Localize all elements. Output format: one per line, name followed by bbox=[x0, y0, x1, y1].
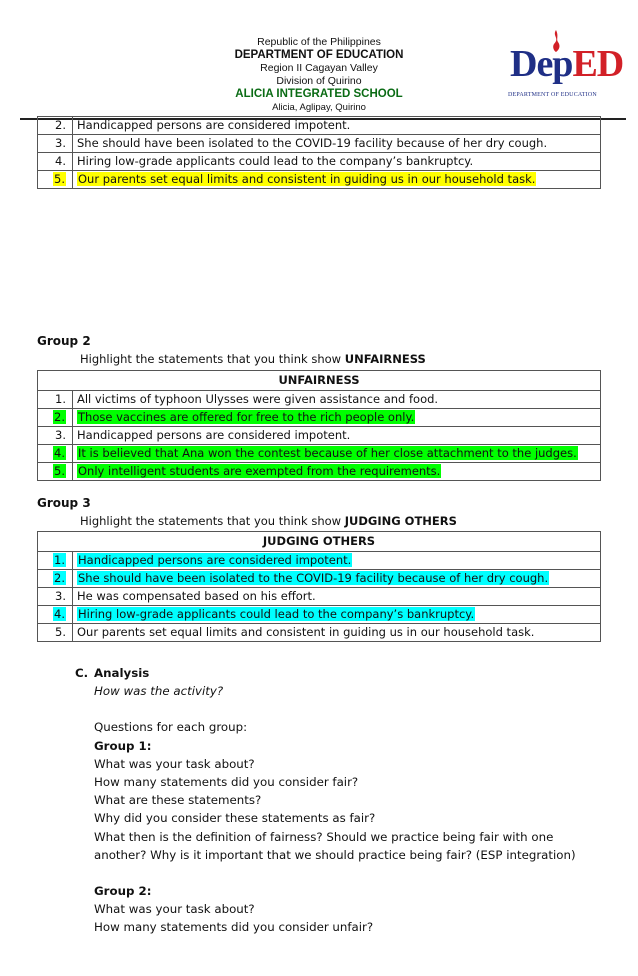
analysis-group2-question: What was your task about? bbox=[94, 902, 255, 917]
deped-logo-ed: ED bbox=[572, 43, 624, 85]
header-school: ALICIA INTEGRATED SCHOOL bbox=[235, 88, 403, 100]
group1-table-row-number-text: 4. bbox=[55, 154, 66, 168]
group2-table-row-statement-text: It is believed that Ana won the contest because of her close attachment to the judges. bbox=[78, 446, 577, 460]
group1-table-row-number-text: 2. bbox=[55, 118, 66, 132]
analysis-letter: C. bbox=[75, 666, 89, 680]
group2-table-row-number-text: 4. bbox=[54, 446, 65, 460]
header-region: Region II Cagayan Valley bbox=[260, 62, 378, 74]
group3-table-row-statement bbox=[73, 624, 601, 642]
group3-table-row-number bbox=[38, 570, 73, 588]
analysis-group2-question: How many statements did you consider unfair? bbox=[94, 920, 374, 935]
group3-table-row-number bbox=[38, 588, 73, 606]
group2-table-row-number-text: 2. bbox=[54, 410, 65, 424]
group1-table-row-statement-text: Handicapped persons are considered impotent. bbox=[77, 118, 351, 132]
group1-table-row-statement-text: She should have been isolated to the COVID-19 facility because of her dry cough. bbox=[77, 136, 548, 150]
group3-table-row-number bbox=[38, 606, 73, 624]
group3-table-row bbox=[38, 624, 601, 642]
group1-table-row bbox=[38, 135, 601, 153]
group2-instruction bbox=[80, 352, 426, 366]
group1-table-row-statement bbox=[73, 171, 601, 189]
group3-table-row bbox=[38, 588, 601, 606]
group2-table-row-statement bbox=[73, 463, 601, 481]
group1-table-row bbox=[38, 117, 601, 135]
group2-table-row-number bbox=[38, 463, 73, 481]
deped-logo-wordmark bbox=[510, 44, 623, 84]
group2-table-header: UNFAIRNESS bbox=[38, 371, 601, 391]
group1-table-row bbox=[38, 153, 601, 171]
group2-table-row-statement bbox=[73, 391, 601, 409]
group3-table-row-number-text: 5. bbox=[55, 625, 66, 639]
group2-table-row bbox=[38, 463, 601, 481]
group3-table-row-statement bbox=[73, 588, 601, 606]
group2-table-row-statement-text: All victims of typhoon Ulysses were given assistance and food. bbox=[77, 392, 439, 406]
group1-table-row-number-text: 5. bbox=[54, 172, 65, 186]
group1-table-row bbox=[38, 171, 601, 189]
group2-table-row-statement bbox=[73, 409, 601, 427]
group3-table-row-statement bbox=[73, 552, 601, 570]
group3-table-row-number-text: 2. bbox=[54, 571, 65, 585]
group1-table-row-number-text: 3. bbox=[55, 136, 66, 150]
group2-table-row-statement bbox=[73, 445, 601, 463]
group2-table-row bbox=[38, 391, 601, 409]
analysis-group1-label: Group 1: bbox=[94, 738, 152, 753]
group2-label: Group 2 bbox=[37, 334, 91, 348]
group3-instruction-text: Highlight the statements that you think show bbox=[80, 514, 345, 528]
group3-instruction-keyword: JUDGING OTHERS bbox=[344, 514, 457, 528]
group2-table-row-statement-text: Those vaccines are offered for free to the rich people only. bbox=[78, 410, 415, 424]
header-republic: Republic of the Philippines bbox=[257, 36, 381, 48]
group3-table-row-statement-text: She should have been isolated to the COVID-19 facility because of her dry cough. bbox=[78, 571, 549, 585]
group2-table-row bbox=[38, 445, 601, 463]
analysis-title: Analysis bbox=[94, 666, 150, 680]
group1-table-row-number bbox=[38, 171, 73, 189]
group3-table-row bbox=[38, 552, 601, 570]
group3-instruction bbox=[80, 514, 457, 528]
analysis-group2-label: Group 2: bbox=[94, 884, 152, 899]
analysis-group2-questions bbox=[94, 900, 576, 936]
group2-instruction-keyword: UNFAIRNESS bbox=[344, 352, 426, 366]
analysis-group1-question: What was your task about? bbox=[94, 756, 255, 771]
group1-table-row-number bbox=[38, 153, 73, 171]
group2-table-row-statement-text: Handicapped persons are considered impotent. bbox=[77, 428, 351, 442]
group3-table-row-number bbox=[38, 624, 73, 642]
group2-table-row-number bbox=[38, 427, 73, 445]
group3-table-row bbox=[38, 570, 601, 588]
analysis-group1-question: another? Why is it important that we should practice being fair? (ESP integration) bbox=[94, 847, 576, 862]
group3-table-row-number bbox=[38, 552, 73, 570]
group2-table bbox=[37, 370, 601, 481]
group3-table-row bbox=[38, 606, 601, 624]
group3-table bbox=[37, 531, 601, 642]
group3-table-row-statement bbox=[73, 606, 601, 624]
header-division: Division of Quirino bbox=[276, 75, 362, 87]
analysis-section bbox=[75, 664, 576, 937]
deped-logo-dep: Dep bbox=[510, 43, 573, 85]
header-department: DEPARTMENT OF EDUCATION bbox=[234, 49, 404, 61]
analysis-group1-question: How many statements did you consider fair? bbox=[94, 775, 359, 790]
analysis-group1-question: Why did you consider these statements as fair? bbox=[94, 811, 376, 826]
group3-table-row-statement-text: Our parents set equal limits and consistent in guiding us in our household task. bbox=[77, 625, 535, 639]
analysis-questions-intro: Questions for each group: bbox=[94, 720, 248, 735]
group1-table-row-statement bbox=[73, 117, 601, 135]
group2-table-row-number bbox=[38, 409, 73, 427]
group1-table-row-number bbox=[38, 135, 73, 153]
group2-table-row-number bbox=[38, 391, 73, 409]
group3-table-row-statement bbox=[73, 570, 601, 588]
group1-table-row-number bbox=[38, 117, 73, 135]
group3-table-header: JUDGING OTHERS bbox=[38, 532, 601, 552]
group2-table-row-statement bbox=[73, 427, 601, 445]
group1-table-row-statement bbox=[73, 153, 601, 171]
analysis-subtitle: How was the activity? bbox=[94, 684, 224, 699]
group2-table-row bbox=[38, 427, 601, 445]
group1-table-continued bbox=[37, 116, 601, 189]
analysis-group1-question: What then is the definition of fairness? Should we practice being fair with one bbox=[94, 829, 554, 844]
header-address: Alicia, Aglipay, Quirino bbox=[272, 102, 366, 113]
group2-table-row-number bbox=[38, 445, 73, 463]
analysis-group1-questions bbox=[94, 755, 576, 864]
group2-table-row-number-text: 5. bbox=[54, 464, 65, 478]
group2-table-row-statement-text: Only intelligent students are exempted from the requirements. bbox=[78, 464, 441, 478]
group3-label: Group 3 bbox=[37, 496, 91, 510]
group1-table-row-statement-text: Our parents set equal limits and consistent in guiding us in our household task. bbox=[78, 172, 536, 186]
group2-table-row bbox=[38, 409, 601, 427]
deped-logo bbox=[508, 30, 624, 102]
analysis-group1-question: What are these statements? bbox=[94, 793, 262, 808]
deped-logo-subtitle: DEPARTMENT OF EDUCATION bbox=[508, 92, 597, 98]
group3-table-row-statement-text: Hiring low-grade applicants could lead to the company’s bankruptcy. bbox=[78, 607, 475, 621]
group2-instruction-text: Highlight the statements that you think show bbox=[80, 352, 345, 366]
group3-table-row-statement-text: He was compensated based on his effort. bbox=[77, 589, 316, 603]
group2-table-row-number-text: 1. bbox=[55, 392, 66, 406]
group1-table-row-statement bbox=[73, 135, 601, 153]
group3-table-row-number-text: 1. bbox=[54, 553, 65, 567]
group3-table-row-statement-text: Handicapped persons are considered impotent. bbox=[78, 553, 352, 567]
group3-table-row-number-text: 4. bbox=[54, 607, 65, 621]
group3-table-row-number-text: 3. bbox=[55, 589, 66, 603]
group1-table-row-statement-text: Hiring low-grade applicants could lead to the company’s bankruptcy. bbox=[77, 154, 474, 168]
group2-table-row-number-text: 3. bbox=[55, 428, 66, 442]
